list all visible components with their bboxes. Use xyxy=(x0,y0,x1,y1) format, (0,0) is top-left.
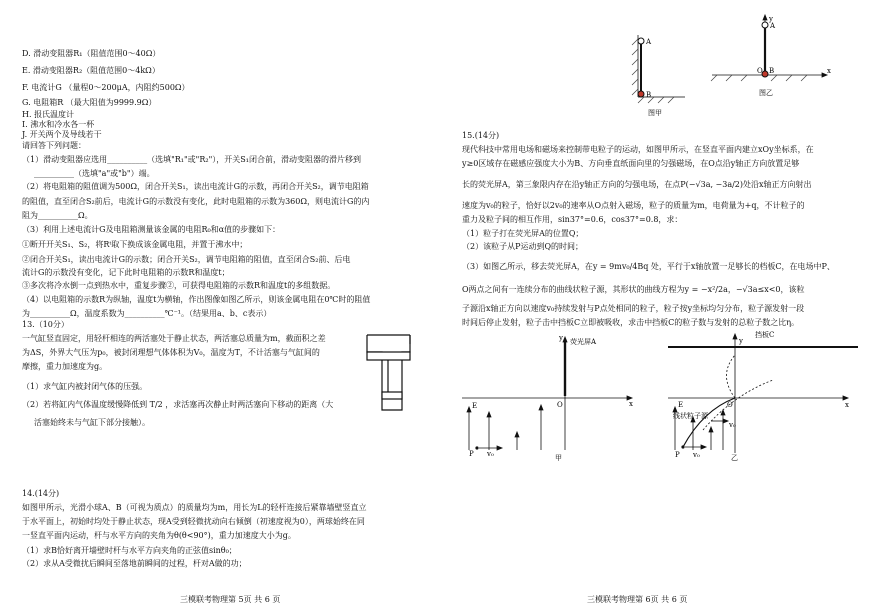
label-b-yi: B xyxy=(769,67,775,75)
left-line: （2）将电阻箱的阻值调为500Ω，闭合开关S₁，读出电流计G的示数，再闭合开关S₂，调节电阻箱 xyxy=(22,182,369,191)
right-line: O两点之间有一连续分布的曲线状粒子源，其形状的曲线方程为y = −x²/2a，−√3a≤x<0，该粒 xyxy=(462,285,805,294)
label-o-15a: O xyxy=(557,401,563,409)
left-line: 流计G的示数没有变化，记下此时电阻箱的示数R和温度t； xyxy=(22,268,230,277)
label-o-yi: O xyxy=(757,67,763,75)
label-a-jia: A xyxy=(646,38,652,46)
left-line: ②闭合开关S₁，读出电流计G的示数；闭合开关S₂，调节电阻箱的阻值，直至闭合S₂前、后电 xyxy=(22,255,351,264)
label-e-15a: E xyxy=(472,402,478,410)
label-y-15b: y xyxy=(739,337,743,345)
left-line: E. 滑动变阻器R₂（阻值范围0～4kΩ） xyxy=(22,66,160,75)
label-source: 线状粒子源 xyxy=(673,412,708,420)
left-line: （2）若将缸内气体温度缓慢降低到 T/2 ，求活塞再次静止时两活塞向下移动的距离（大 xyxy=(22,400,334,409)
q15-figure-yi xyxy=(663,325,870,460)
label-v0-15b: v₀ xyxy=(693,451,700,459)
left-line: 为__________Ω，温度系数为__________℃⁻¹。（结果用a、b、c表示） xyxy=(22,309,272,318)
right-line: 长的荧光屏A，第三象限内存在沿y轴正方向的匀强电场，在点P(−√3a, −3a/2)处沿x轴正方向射出 xyxy=(462,180,812,189)
right-line: （3）如图乙所示，移去荧光屏A，在y = 9mv₀/4Bq 处，平行于x轴放置一足够长的档板C，在电场中P、 xyxy=(462,262,835,271)
label-x-yi: x xyxy=(827,67,831,75)
left-line: J. 开关两个及导线若干 xyxy=(22,130,102,139)
label-v0-15b-2: v₀ xyxy=(729,421,736,429)
left-line: 请回答下列问题： xyxy=(22,141,86,150)
left-line: __________（选填"a"或"b"）端。 xyxy=(34,169,155,178)
left-line: （3）利用上述电流计G及电阻箱测量该金属的电阻R₀和α值的步骤如下： xyxy=(22,225,281,234)
left-line: （1）求B恰好离开墙壁时杆与水平方向夹角的正弦值sinθ₀； xyxy=(22,546,237,555)
right-footer: 三模联考物理第 6页 共 6 页 xyxy=(587,595,688,604)
left-line: （2）求从A受微扰后瞬间至落地前瞬间的过程，杆对A做的功； xyxy=(22,559,247,568)
right-line: 速度为v₀的粒子，恰好以2v₀的速率从O点射入磁场，粒子的质量为m，电荷量为+q，不计粒子的 xyxy=(462,201,805,210)
left-line: 活塞始终未与气缸下部分接触）。 xyxy=(34,418,150,427)
left-line: （1）滑动变阻器应选用__________（选填"R₁"或"R₂"），开关S₁闭合前，滑动变阻器的滑片移到 xyxy=(22,155,361,164)
left-line: 阻为__________Ω。 xyxy=(22,211,93,220)
left-line: （1）求气缸内被封闭气体的压强。 xyxy=(22,382,148,391)
caption-15a: 甲 xyxy=(555,454,562,462)
right-line: 子源沿x轴正方向以速度v₀持续发射与P点处相同的粒子，粒子按y坐标均匀分布，粒子源发射一段 xyxy=(462,304,805,313)
left-line: （4）以电阻箱的示数R为纵轴，温度t为横轴，作出图像如图乙所示，则该金属电阻在0℃时的阻值 xyxy=(22,295,371,304)
left-line: 一气缸竖直固定，用轻杆相连的两活塞处于静止状态，两活塞总质量为m，截面积之差 xyxy=(22,334,326,343)
left-line: 为ΔS，外界大气压为p₀，被封闭理想气体体积为V₀，温度为T，不计活塞与气缸间的 xyxy=(22,348,320,357)
left-line: H. 报氏温度计 xyxy=(22,110,75,119)
right-line: 15.(14分) xyxy=(462,131,500,140)
right-line: 现代科技中常用电场和磁场来控制带电粒子的运动，如图甲所示，在竖直平面内建立xOy坐标系，在 xyxy=(462,145,814,154)
right-line: y≥0区域存在磁感应强度大小为B、方向垂直纸面向里的匀强磁场，在O点沿y轴正方向放置足够 xyxy=(462,159,800,168)
right-line: 重力及粒子间的相互作用，sin37°=0.6，cos37°=0.8，求： xyxy=(462,215,683,224)
left-line: F. 电流计G （量程0～200μA，内阻约500Ω） xyxy=(22,83,190,92)
left-line: G. 电阻箱R （最大阻值为9999.9Ω） xyxy=(22,98,157,107)
right-line: 时间后停止发射，粒子击中挡板C立即被吸收，求击中挡板C的粒子数与发射的总粒子数之比η。 xyxy=(462,318,800,327)
left-line: ③多次将冷水倒一点到热水中，重复步骤②，可获得电阻箱的示数R和温度t的多组数据。 xyxy=(22,281,336,290)
label-v0-15a: v₀ xyxy=(487,450,494,458)
caption-yi: 图乙 xyxy=(759,89,773,97)
label-y-yi: y xyxy=(769,15,773,23)
right-line: （2）该粒子从P运动到Q的时间； xyxy=(462,242,584,251)
left-line: 14.(14分) xyxy=(22,489,60,498)
q15-figure-jia xyxy=(457,330,657,460)
q14-figure-jia xyxy=(630,35,710,125)
label-x-15a: x xyxy=(629,400,633,408)
label-y-15a: y xyxy=(559,334,563,342)
left-footer: 三模联考物理第 5页 共 6 页 xyxy=(180,595,281,604)
left-line: 如图甲所示，光滑小球A、B（可视为质点）的质量均为m，用长为L的轻杆连接后紧靠墙壁竖直立 xyxy=(22,503,367,512)
left-line: 的阻值，直至闭合S₂前后，电流计G的示数没有变化，此时电阻箱的示数为360Ω，则电流计G的内 xyxy=(22,197,370,206)
label-x-15b: x xyxy=(845,401,849,409)
label-a-yi: A xyxy=(770,22,776,30)
label-baffle: 挡板C xyxy=(755,331,775,339)
left-line: D. 滑动变阻器R₁（阻值范围0～40Ω） xyxy=(22,49,161,58)
label-p-15a: P xyxy=(469,450,474,458)
label-p-15b: P xyxy=(675,451,680,459)
q14-figure-yi xyxy=(707,15,847,105)
label-o-15b: O xyxy=(727,401,733,409)
label-b-jia: B xyxy=(646,91,652,99)
left-line: I. 沸水和冷水各一杯 xyxy=(22,120,95,129)
label-e-15b: E xyxy=(678,401,684,409)
left-line: 摩擦，重力加速度为g。 xyxy=(22,362,108,371)
right-line: （1）粒子打在荧光屏A的位置Q； xyxy=(462,229,584,238)
caption-jia: 图甲 xyxy=(648,109,662,117)
label-screen: 荧光屏A xyxy=(570,338,597,346)
left-line: 13.（10分） xyxy=(22,320,69,329)
left-line: 于水平面上，初始时均处于静止状态，现A受到轻微扰动向右倾倒（初速度视为0），两球始终在同 xyxy=(22,517,365,526)
left-line: ①断开开关S₁、S₂，将Rᵗ取下换成该金属电阻，并置于沸水中； xyxy=(22,240,248,249)
left-line: 一竖直平面内运动，杆与水平方向的夹角为θ(θ<90°)，重力加速度大小为g。 xyxy=(22,531,296,540)
caption-15b: 乙 xyxy=(731,454,738,462)
cylinder-diagram xyxy=(362,330,432,420)
